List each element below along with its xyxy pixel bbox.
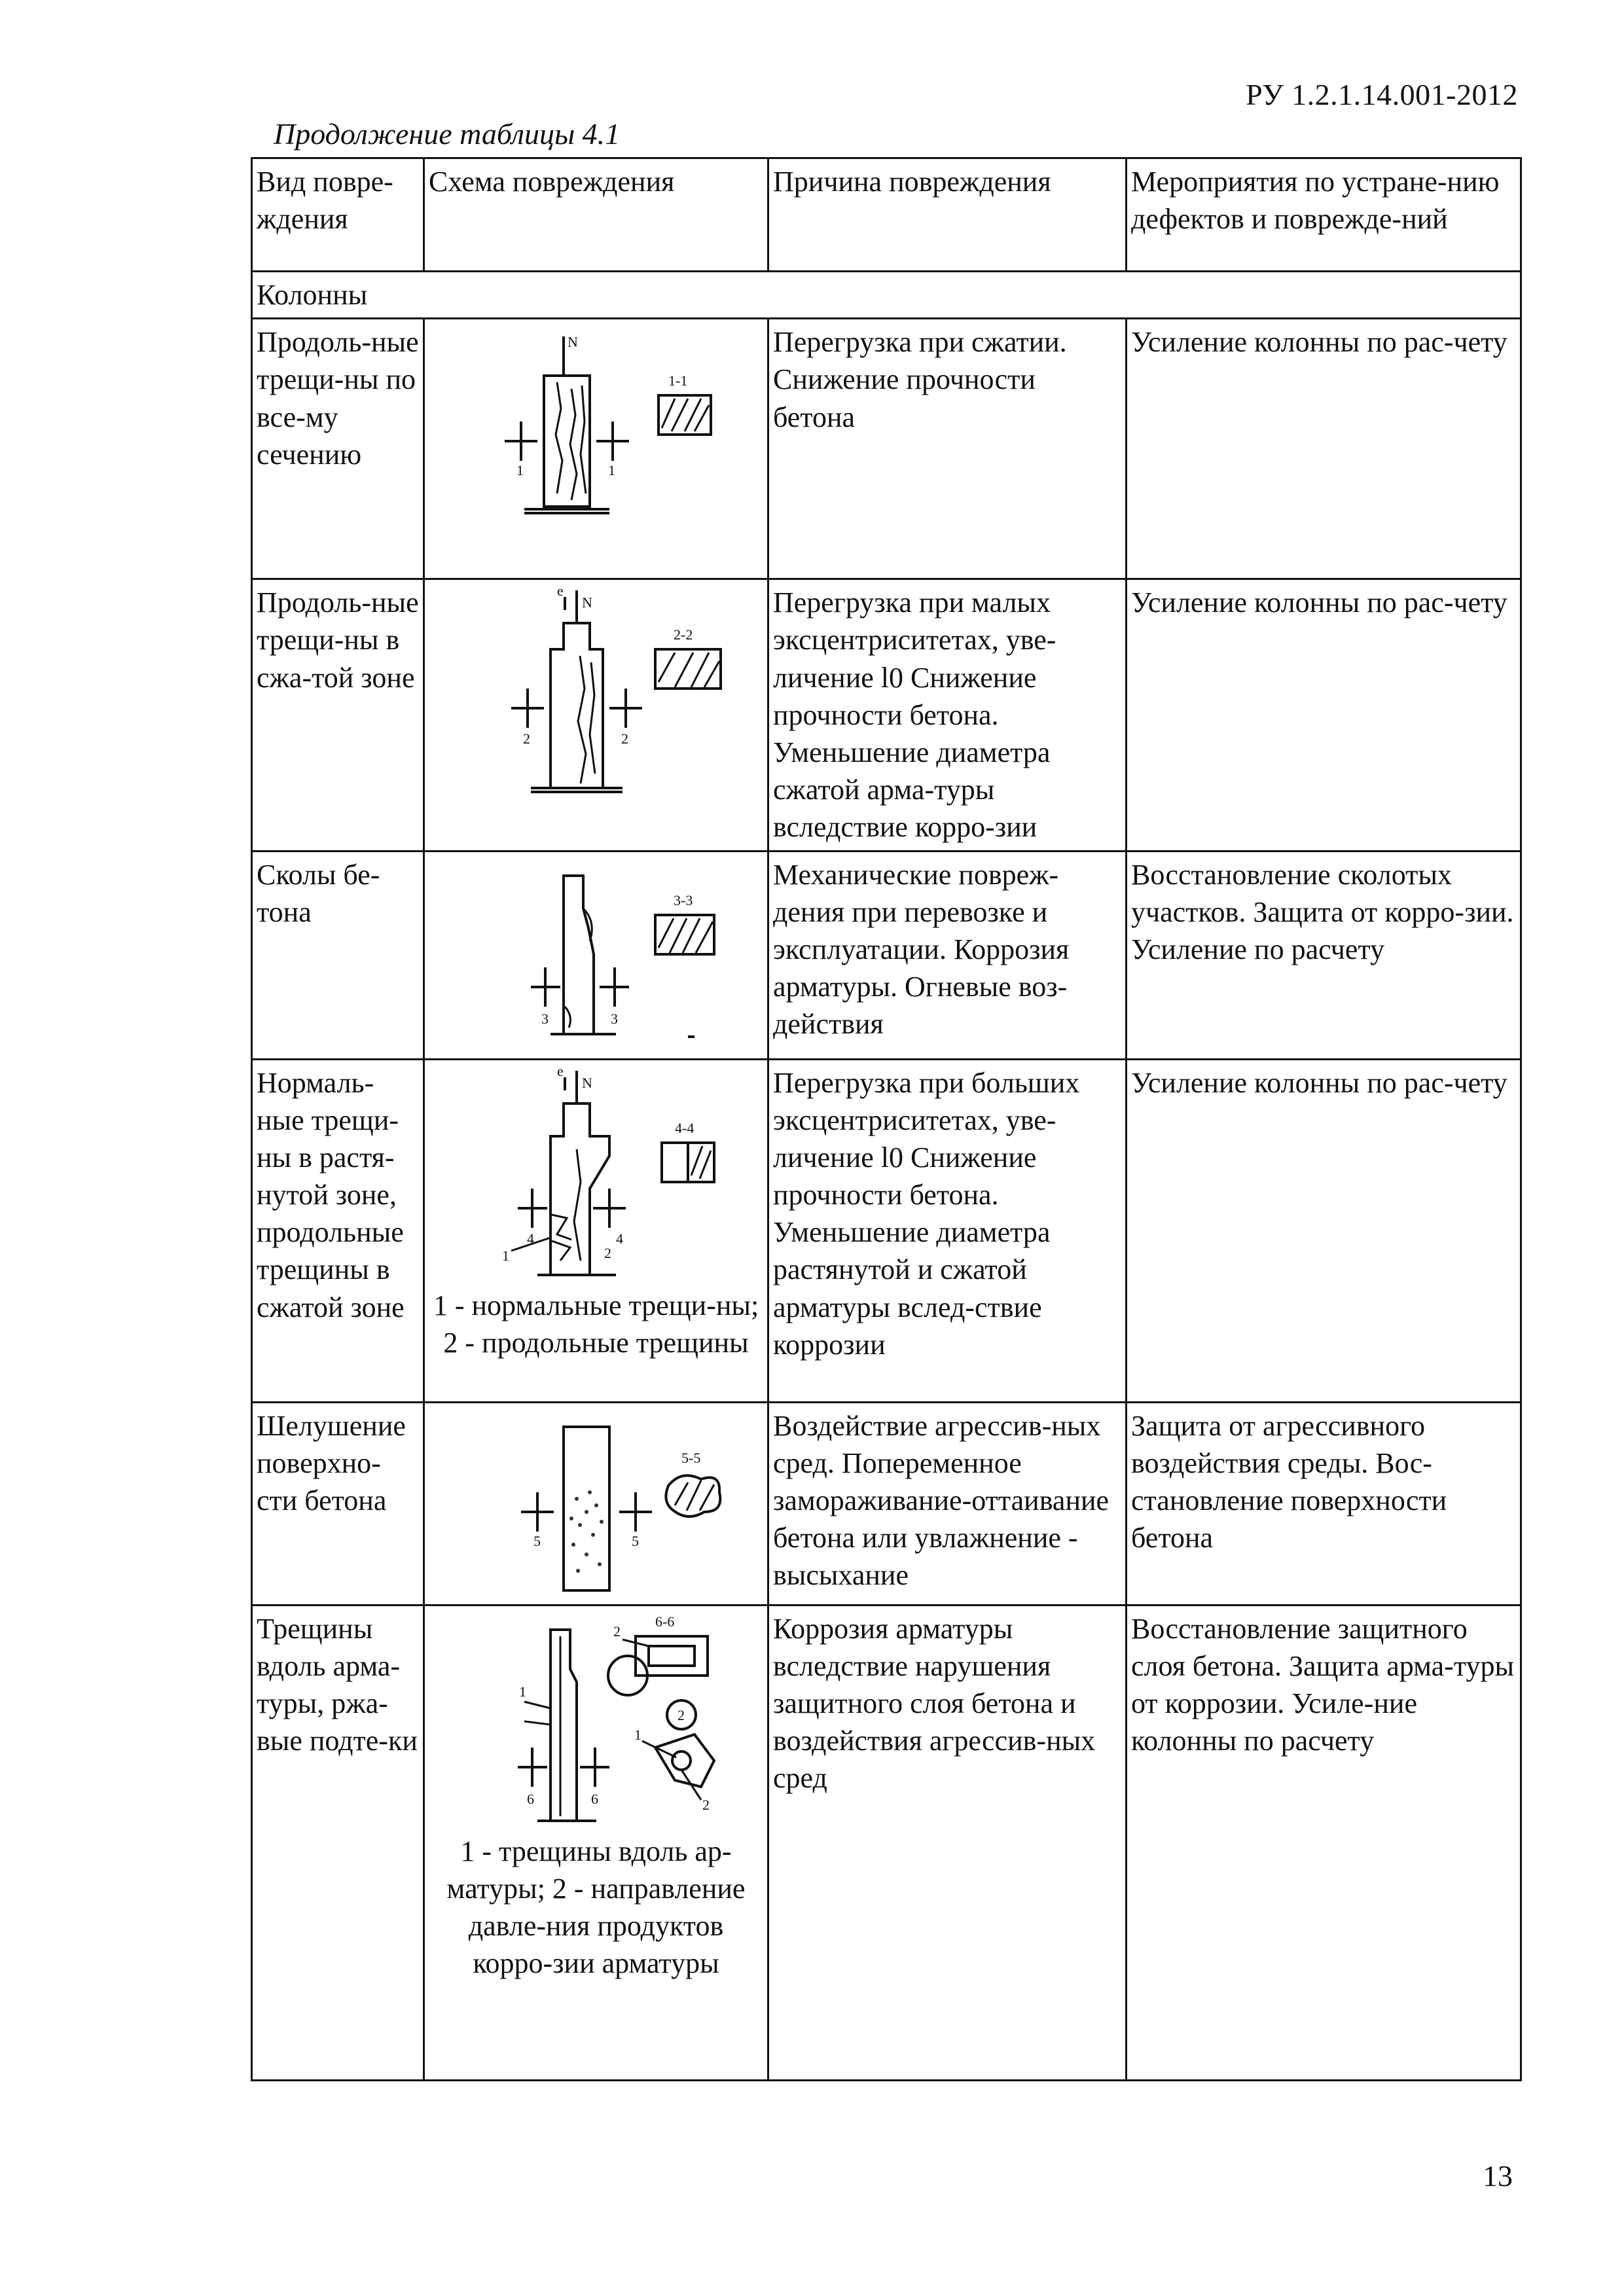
damage-measures-cell: Восстановление сколотых участков. Защита от корро-зии. Усиление по расчету — [1127, 851, 1521, 1059]
table-header-row — [252, 158, 1521, 272]
diagram-label: 2 — [604, 1244, 611, 1261]
column-header-diagram: Схема повреждения — [424, 158, 768, 272]
damage-measures-cell: Усиление колонны по рас-чету — [1127, 319, 1521, 579]
section-title: Колонны — [252, 272, 1521, 319]
damage-diagram-cell — [424, 1402, 768, 1605]
table-row — [252, 1605, 1521, 2080]
diagram-label: e — [556, 584, 564, 600]
diagram-label: 4 — [615, 1230, 623, 1247]
damage-table — [251, 157, 1522, 2081]
diagram-label: 1 — [607, 462, 615, 479]
table-row — [252, 851, 1521, 1059]
column-reinforcement-cracks-diagram — [459, 1610, 734, 1833]
damage-cause-cell: Перегрузка при малых эксцентриситетах, уве-личение l0 Снижение прочности бетона. Уменьшение диаметра сжатой арма-туры вследствие корро-зии — [768, 579, 1127, 851]
table-row — [252, 1402, 1521, 1605]
diagram-label: 4-4 — [674, 1119, 694, 1136]
diagram-label: 3-3 — [673, 891, 693, 908]
damage-measures-cell: Усиление колонны по рас-чету — [1127, 579, 1521, 851]
diagram-label: 6 — [590, 1790, 598, 1807]
column-normal-and-longitudinal-cracks-diagram — [459, 1064, 734, 1287]
document-code: РУ 1.2.1.14.001-2012 — [1246, 78, 1518, 111]
damage-type-cell: Продоль-ные трещи-ны в сжа-той зоне — [252, 579, 424, 851]
damage-diagram-cell — [424, 579, 768, 851]
diagram-label: 1 — [518, 1683, 526, 1700]
diagram-label: 4 — [526, 1230, 534, 1247]
damage-diagram-cell — [424, 851, 768, 1059]
diagram-label: 2 — [522, 730, 530, 747]
table-row — [252, 319, 1521, 579]
diagram-label: 5 — [631, 1532, 639, 1549]
diagram-label: N — [581, 1074, 592, 1091]
diagram-label: 1 — [501, 1247, 509, 1264]
column-header-cause: Причина повреждения — [768, 158, 1127, 272]
diagram-caption: 1 - трещины вдоль ар-матуры; 2 - направление давле-ния продуктов корро-зии арматуры — [446, 1835, 746, 1980]
diagram-label: 1 — [634, 1726, 641, 1743]
diagram-label: 2 — [613, 1623, 621, 1640]
damage-type-cell: Трещины вдоль арма-туры, ржа-вые подте-ки — [252, 1605, 424, 2080]
damage-type-cell: Нормаль-ные трещи-ны в растя-нутой зоне, продольные трещины в сжатой зоне — [252, 1059, 424, 1402]
diagram-label: 1-1 — [668, 372, 687, 389]
diagram-label: 3 — [541, 1010, 549, 1027]
damage-type-cell: Шелушение поверхно-сти бетона — [252, 1402, 424, 1605]
diagram-label: N — [567, 334, 578, 351]
damage-measures-cell: Восстановление защитного слоя бетона. Защита арма-туры от коррозии. Усиле-ние колонны по расчету — [1127, 1605, 1521, 2080]
damage-diagram-cell — [424, 319, 768, 579]
column-header-type: Вид повре-ждения — [252, 158, 424, 272]
damage-diagram-cell — [424, 1605, 768, 2080]
column-surface-scaling-diagram — [465, 1407, 727, 1597]
damage-measures-cell: Усиление колонны по рас-чету — [1127, 1059, 1521, 1402]
damage-cause-cell: Перегрузка при сжатии. Снижение прочности бетона — [768, 319, 1127, 579]
column-full-section-cracks-diagram — [465, 323, 727, 520]
diagram-label: 2 — [702, 1796, 710, 1813]
diagram-label: 5 — [533, 1532, 541, 1549]
column-compressed-zone-cracks-diagram — [465, 584, 727, 800]
table-row — [252, 579, 1521, 851]
diagram-label: e — [556, 1064, 564, 1079]
diagram-label: 6 — [526, 1790, 534, 1807]
column-header-measures: Мероприятия по устране-нию дефектов и поврежде-ний — [1127, 158, 1521, 272]
section-row — [252, 272, 1521, 319]
diagram-label: 1 — [516, 462, 524, 479]
damage-cause-cell: Перегрузка при больших эксцентриситетах, уве-личение l0 Снижение прочности бетона. Уменьшение диаметра растянутой и сжатой арматуры вслед-ствие коррозии — [768, 1059, 1127, 1402]
diagram-label: 6-6 — [655, 1613, 674, 1630]
damage-diagram-cell — [424, 1059, 768, 1402]
diagram-caption: 1 - нормальные трещи-ны; 2 - продольные трещины — [433, 1289, 759, 1359]
diagram-label: 5-5 — [681, 1449, 700, 1466]
page-number: 13 — [1483, 2159, 1513, 2193]
diagram-label: N — [581, 594, 592, 611]
damage-cause-cell: Механические повреж-дения при перевозке и эксплуатации. Коррозия арматуры. Огневые воз-действия — [768, 851, 1127, 1059]
damage-type-cell: Сколы бе-тона — [252, 851, 424, 1059]
diagram-label: 3 — [610, 1010, 618, 1027]
damage-cause-cell: Воздействие агрессив-ных сред. Попеременное замораживание-оттаивание бетона или увлажнение - высыхание — [768, 1402, 1127, 1605]
diagram-label: 2 — [621, 730, 628, 747]
damage-type-cell: Продоль-ные трещи-ны по все-му сечению — [252, 319, 424, 579]
table-caption: Продолжение таблицы 4.1 — [274, 117, 621, 151]
diagram-label: 2-2 — [673, 626, 693, 643]
column-concrete-spalling-diagram — [465, 856, 727, 1046]
damage-cause-cell: Коррозия арматуры вследствие нарушения защитного слоя бетона и воздействия агрессив-ных сред — [768, 1605, 1127, 2080]
table-row — [252, 1059, 1521, 1402]
diagram-label: 2 — [677, 1706, 685, 1723]
damage-measures-cell: Защита от агрессивного воздействия среды. Вос-становление поверхности бетона — [1127, 1402, 1521, 1605]
